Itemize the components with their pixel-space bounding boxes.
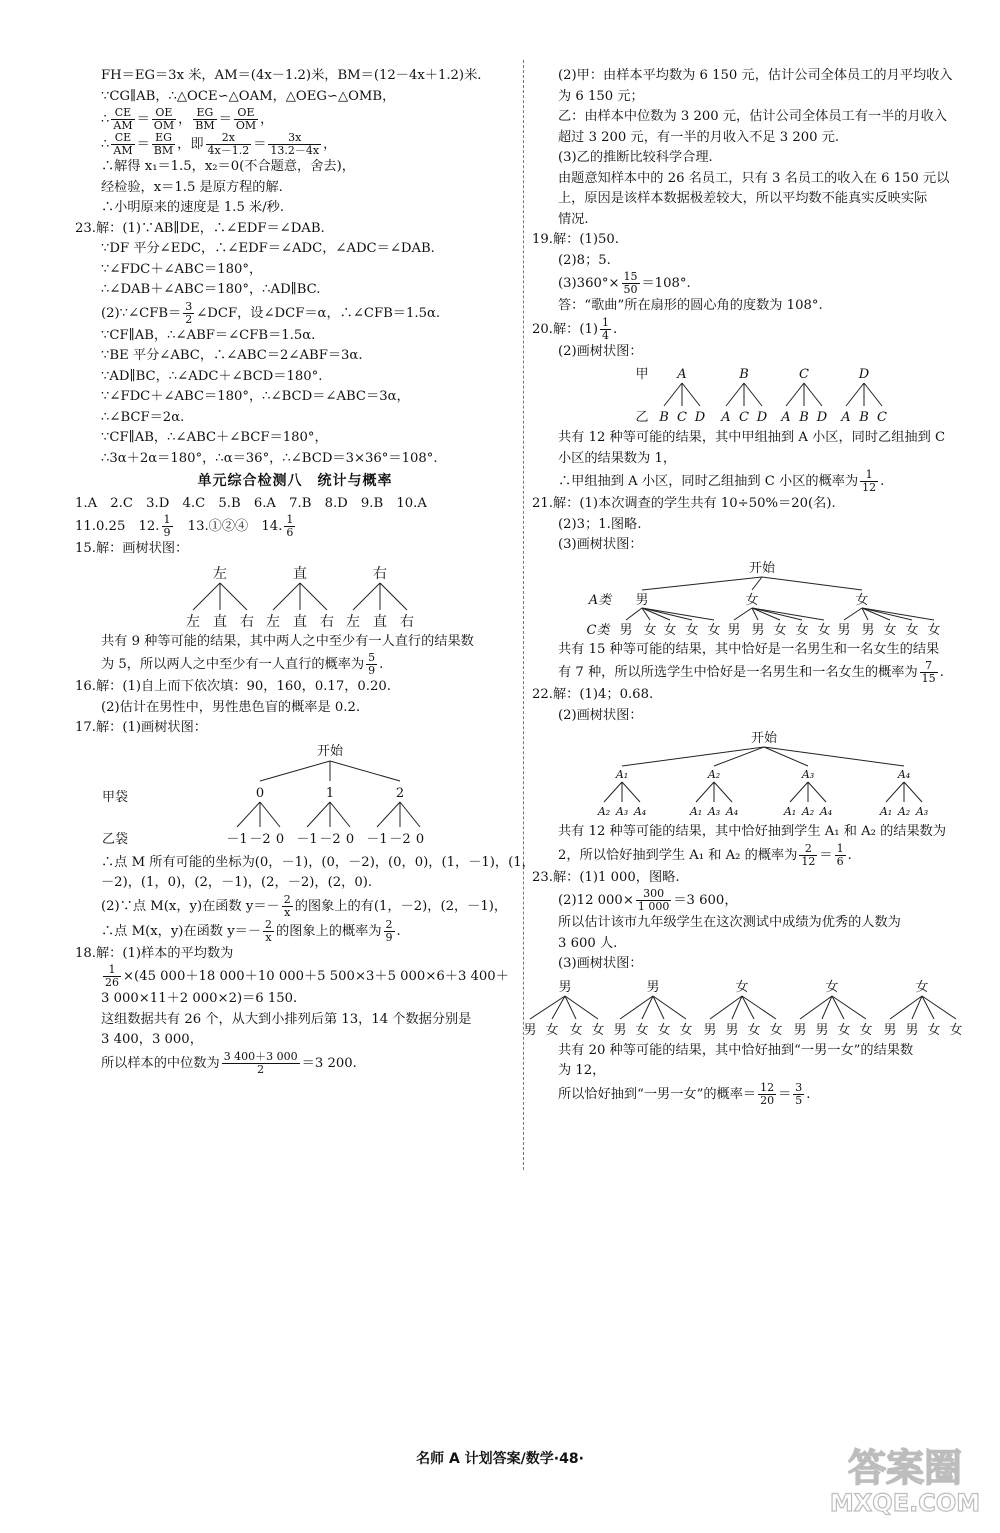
tree-node: 0	[255, 785, 265, 801]
text-line: 经检验，x＝1.5 是原方程的解.	[101, 179, 283, 195]
text-line: 20.解：(1) $\frac{1}{4}$ .	[532, 315, 618, 342]
text-line: ∵CF∥AB，∴∠ABC＋∠BCF＝180°，	[101, 430, 328, 445]
text-line: (3)画树状图：	[558, 956, 643, 971]
tree-node: 左	[213, 565, 227, 582]
fraction: $\frac{5}{9}$	[368, 651, 376, 677]
fraction: $\frac{7}{15}$	[921, 659, 936, 685]
tree-node: －2	[249, 831, 271, 847]
tree-node: A₁	[879, 805, 893, 818]
text-line: 共有 15 种等可能的结果，其中恰好是一名男生和一名女生的结果	[558, 641, 940, 657]
watermark-logo	[830, 1435, 980, 1517]
text-line: (3)360°× $\frac{15}{50}$ ＝108°.	[558, 270, 691, 296]
text-line: 3 600 人.	[558, 935, 618, 951]
fraction: $\frac{CE}{AM}$	[113, 106, 133, 132]
fraction: $\frac{1}{12}$	[862, 468, 877, 494]
tree-node: 男	[635, 592, 649, 608]
tree-node: 女	[769, 1022, 783, 1038]
tree-node: 直	[293, 613, 307, 630]
tree-node: A₃	[615, 805, 629, 818]
text-line: 共有 12 种等可能的结果，其中甲组抽到 A 小区，同时乙组抽到 C	[558, 430, 946, 445]
tree-node: 男	[861, 622, 875, 638]
fraction: $\frac{OE}{OM}$	[153, 106, 175, 132]
tree-label: 甲袋	[101, 789, 129, 805]
text-line: ∵∠FDC＋∠ABC＝180°，∴∠BCD＝∠ABC＝3α，	[101, 389, 410, 404]
tree-node: 女	[915, 979, 929, 995]
fraction: $\frac{300}{1 000}$	[637, 887, 670, 913]
text-line: 为 6 150 元；	[558, 88, 644, 104]
text-line: 17.解：(1)画树状图：	[75, 720, 207, 735]
tree-diagram-q20	[532, 364, 982, 426]
text-line: ∵CF∥AB，∴∠ABF＝∠CFB＝1.5α.	[101, 327, 316, 343]
tree-node: 男	[646, 979, 660, 995]
tree-node: 男	[837, 622, 851, 638]
tree-node: 左	[346, 613, 360, 630]
tree-node: －1	[226, 831, 248, 847]
text-line: (2)画树状图：	[558, 707, 643, 723]
text-line: 18.解：(1)样本的平均数为	[75, 945, 234, 961]
text-line: 上，原因是该样本数据极差较大，所以平均数不能真实反映实际	[558, 191, 928, 206]
tree-node: A₄	[725, 805, 739, 818]
fraction: $\frac{2}{x}$	[283, 892, 291, 919]
tree-node: D	[816, 410, 828, 425]
tree-node: A₃	[707, 805, 721, 818]
tree-node: 女	[643, 622, 657, 638]
tree-node: 男	[751, 622, 765, 638]
text-line: ∴解得 x₁＝1.5，x₂＝0(不合题意，舍去)，	[101, 159, 355, 174]
text-line: 共有 9 种等可能的结果，其中两人之中至少有一人直行的结果数	[101, 633, 474, 649]
tree-node: 开始	[750, 731, 778, 746]
tree-node: B	[659, 410, 669, 425]
answer-line: 1.A 2.C 3.D 4.C 5.B 6.A 7.B 8.D 9.B 10.A	[75, 495, 427, 511]
tree-node: D	[756, 410, 768, 425]
tree-node: －2	[389, 831, 411, 847]
tree-node: C	[739, 410, 749, 425]
text-line: 21.解：(1)本次调查的学生共有 10÷50%＝20(名).	[532, 496, 836, 511]
tree-node: 男	[725, 1022, 739, 1038]
text-line: 3 000×11＋2 000×2)＝6 150.	[101, 991, 298, 1006]
text-line: 所以恰好抽到“一男一女”的概率＝ $\frac{12}{20}$ ＝ $\frac{3}{5}$ .	[558, 1080, 811, 1107]
tree-node: 左	[266, 613, 280, 630]
text-line: ∴∠BCF＝2α.	[101, 409, 185, 425]
text-line: ∵DF 平分∠EDC，∴∠EDF＝∠ADC，∠ADC＝∠DAB.	[101, 241, 435, 256]
tree-node: 直	[293, 565, 307, 582]
tree-node: 左	[186, 613, 200, 630]
text-line: ∵∠FDC＋∠ABC＝180°，	[101, 261, 263, 277]
tree-node: A₃	[801, 768, 815, 781]
text-line: 所以样本的中位数为 $\frac{3 400+3 000}{2}$ ＝3 200.	[101, 1049, 357, 1076]
tree-node: 女	[685, 622, 699, 638]
fraction: $\frac{3x}{13.2-4x}$	[270, 131, 320, 157]
tree-node: B	[859, 410, 869, 425]
tree-node: 女	[795, 622, 809, 638]
tree-node: 0	[275, 831, 285, 847]
tree-node: B	[739, 367, 749, 382]
tree-node: 男	[523, 1022, 537, 1038]
text-line: ∵BE 平分∠ABC，∴∠ABC＝2∠ABF＝3α.	[101, 348, 363, 363]
tree-node: A₄	[633, 805, 647, 818]
tree-node: 男	[703, 1022, 717, 1038]
tree-node: A₂	[801, 805, 815, 818]
section-heading: 单元综合检测八 统计与概率	[197, 473, 393, 489]
tree-node: A₄	[819, 805, 833, 818]
tree-node: 女	[817, 622, 831, 638]
tree-node: D	[694, 410, 706, 425]
text-line: 2，所以恰好抽到学生 A₁ 和 A₂ 的概率为 $\frac{2}{12}$ ＝ $\frac{1}{6}$ .	[558, 841, 852, 868]
text-line: (2)∵∠CFB＝ $\frac{3}{2}$ ∠DCF，设∠DCF＝α，∴∠CFB＝1.5α.	[101, 299, 441, 326]
text-line: 19.解：(1)50.	[532, 232, 619, 247]
text-line: (2)12 000× $\frac{300}{1 000}$ ＝3 600，	[558, 887, 738, 913]
tree-node: A₁	[783, 805, 797, 818]
tree-node: 女	[545, 1022, 559, 1038]
text-line: ∴点 M 所有可能的坐标为(0，－1)，(0，－2)，(0，0)，(1，－1)，(1，	[101, 854, 535, 870]
text-line: ∴ $\frac{CE}{AM}$ ＝ $\frac{OE}{OM}$ ， $\frac{EG}{BM}$ ＝ $\frac{OE}{OM}$ ，	[101, 106, 274, 132]
text-line: 15.解：画树状图：	[75, 541, 189, 556]
text-line: 乙：由样本中位数为 3 200 元，估计公司全体员工有一半的月收入	[558, 109, 948, 124]
tree-diagram-q15	[75, 562, 515, 630]
tree-node: A₂	[707, 768, 721, 781]
text-line: ∴甲组抽到 A 小区，同时乙组抽到 C 小区的概率为 $\frac{1}{12}$ .	[558, 468, 885, 494]
tree-node: D	[858, 367, 870, 382]
tree-node: 0	[415, 831, 425, 847]
tree-node: 女	[927, 622, 941, 638]
tree-label: C类	[586, 622, 610, 638]
tree-diagram-q23	[520, 977, 970, 1039]
tree-node: 2	[395, 785, 405, 801]
fraction: $\frac{2}{9}$	[385, 917, 393, 944]
tree-node: 女	[745, 592, 759, 608]
fraction: $\frac{1}{4}$	[602, 315, 610, 342]
tree-diagram-q21	[532, 558, 982, 638]
tree-node: 女	[635, 1022, 649, 1038]
tree-node: 男	[793, 1022, 807, 1038]
text-line: 超过 3 200 元，有一半的月收入不足 3 200 元.	[558, 129, 840, 145]
tree-node: C	[799, 367, 809, 382]
left-column	[75, 66, 535, 1076]
tree-node: 女	[855, 592, 869, 608]
tree-node: 1	[325, 785, 335, 801]
text-line: 小区的结果数为 1，	[558, 450, 677, 466]
text-line: ∴小明原来的速度是 1.5 米/秒.	[101, 200, 285, 215]
tree-node: A	[841, 410, 851, 425]
text-line: (3)乙的推断比较科学合理.	[558, 150, 713, 165]
text-line: 有 7 种，所以所选学生中恰好是一名男生和一名女生的概率为 $\frac{7}{15}$ .	[558, 659, 944, 685]
fraction: $\frac{EG}{BM}$	[195, 106, 215, 132]
text-line: ∴ $\frac{CE}{AM}$ ＝ $\frac{EG}{BM}$ ，即 $\frac{2x}{4x-1.2}$ ＝ $\frac{3x}{13.2-4x}$ ，	[101, 131, 337, 157]
text-line: 答：“歌曲”所在扇形的圆心角的度数为 108°.	[558, 298, 823, 313]
tree-node: 女	[569, 1022, 583, 1038]
text-line: ∴∠DAB＋∠ABC＝180°，∴AD∥BC.	[101, 282, 321, 297]
tree-label: 乙袋	[101, 831, 129, 847]
text-line: $\frac{1}{26}$ ×(45 000＋18 000＋10 000＋5 500×3＋5 000×6＋3 400＋	[105, 963, 509, 989]
fraction: $\frac{2}{12}$	[801, 841, 816, 868]
fraction: $\frac{OE}{OM}$	[235, 106, 257, 132]
text-line: 23.解：(1)1 000，图略.	[532, 869, 680, 885]
text-line: (2)估计在男性中，男性患色盲的概率是 0.2.	[101, 699, 361, 715]
tree-node: A₁	[615, 768, 629, 781]
text-line: 共有 12 种等可能的结果，其中恰好抽到学生 A₁ 和 A₂ 的结果数为	[558, 824, 947, 839]
tree-node: 女	[837, 1022, 851, 1038]
tree-node: A₃	[915, 805, 929, 818]
tree-node: 开始	[316, 743, 344, 759]
text-line: (3)画树状图：	[558, 537, 643, 552]
fraction: $\frac{CE}{AM}$	[113, 131, 133, 157]
fraction: $\frac{3}{5}$	[795, 1080, 803, 1107]
tree-node: 女	[859, 1022, 873, 1038]
text-line: －2)，(1，0)，(2，－1)，(2，－2)，(2，0).	[101, 875, 373, 890]
fraction: $\frac{1}{6}$	[286, 513, 294, 539]
tree-node: －2	[319, 831, 341, 847]
tree-node: 女	[707, 622, 721, 638]
tree-node: A	[721, 410, 731, 425]
tree-label: A类	[588, 592, 612, 608]
tree-node: 女	[657, 1022, 671, 1038]
fraction: $\frac{1}{6}$	[836, 841, 844, 868]
fraction: $\frac{12}{20}$	[760, 1080, 775, 1107]
text-line: (2)甲：由样本平均数为 6 150 元，估计公司全体员工的月平均收入	[558, 68, 953, 83]
tree-diagram-q17	[75, 741, 515, 851]
watermark-url: MXQE.COM	[830, 1489, 980, 1517]
tree-node: 右	[400, 613, 414, 630]
tree-node: 女	[663, 622, 677, 638]
text-line: 23.解：(1)∵AB∥DE，∴∠EDF＝∠DAB.	[75, 220, 325, 236]
tree-node: 女	[905, 622, 919, 638]
tree-node: A	[677, 367, 687, 382]
text-line: 为 5，所以两人之中至少有一人直行的概率为 $\frac{5}{9}$ .	[101, 651, 384, 677]
tree-node: 男	[905, 1022, 919, 1038]
tree-node: 直	[373, 613, 387, 630]
fraction: $\frac{EG}{BM}$	[153, 131, 174, 157]
tree-node: A₂	[897, 805, 911, 818]
tree-node: C	[877, 410, 887, 425]
fraction: $\frac{15}{50}$	[623, 270, 638, 296]
text-line: ∵AD∥BC，∴∠ADC＋∠BCD＝180°.	[101, 368, 323, 384]
fraction: $\frac{2}{x}$	[265, 917, 273, 944]
tree-node: 女	[735, 979, 749, 995]
tree-node: 女	[747, 1022, 761, 1038]
text-line: FH＝EG＝3x 米，AM＝(4x－1.2)米，BM＝(12－4x＋1.2)米.	[101, 68, 482, 83]
text-line: ∴3α＋2α＝180°，∴α＝36°，∴∠BCD＝3×36°＝108°.	[101, 450, 438, 466]
fraction: $\frac{1}{9}$	[163, 513, 171, 539]
text-line: 16.解：(1)自上而下依次填：90，160，0.17，0.20.	[75, 679, 391, 694]
tree-node: 男	[619, 622, 633, 638]
tree-node: 女	[949, 1022, 963, 1038]
text-line: 22.解：(1)4；0.68.	[532, 687, 654, 702]
tree-node: C	[677, 410, 687, 425]
tree-node: 女	[591, 1022, 605, 1038]
tree-node: 女	[679, 1022, 693, 1038]
tree-node: 女	[883, 622, 897, 638]
text-line: 这组数据共有 26 个，从大到小排列后第 13，14 个数据分别是	[101, 1011, 472, 1027]
answer-line: 11.0.25 12. $\frac{1}{9}$ 13.①②④ 14. $\frac{1}{6}$	[75, 513, 294, 539]
tree-node: 直	[213, 613, 227, 630]
tree-node: 男	[558, 979, 572, 995]
text-line: 由题意知样本中的 26 名员工，只有 3 名员工的收入在 6 150 元以	[558, 170, 950, 186]
fraction: $\frac{3}{2}$	[185, 299, 193, 326]
fraction: $\frac{2x}{4x-1.2}$	[207, 131, 250, 157]
tree-node: A₄	[897, 768, 911, 781]
tree-node: －1	[366, 831, 388, 847]
tree-diagram-q22	[532, 728, 982, 820]
fraction: $\frac{1}{26}$	[105, 963, 119, 989]
text-line: 所以估计该市九年级学生在这次测试中成绩为优秀的人数为	[558, 915, 901, 930]
text-line: 为 12，	[558, 1063, 606, 1078]
tree-node: A₂	[597, 805, 611, 818]
text-line: (2)画树状图：	[558, 343, 643, 359]
text-line: (2)8；5.	[558, 252, 611, 268]
tree-label: 乙	[635, 410, 649, 425]
tree-node: 女	[773, 622, 787, 638]
fraction: $\frac{3 400+3 000}{2}$	[223, 1049, 298, 1076]
tree-node: 男	[883, 1022, 897, 1038]
tree-node: 右	[240, 613, 254, 630]
text-line: 3 400，3 000，	[101, 1032, 203, 1047]
text-line: (2)∵点 M(x，y)在函数 y＝－ $\frac{2}{x}$ 的图象上的有(1，－2)，(2，－1)，	[101, 892, 508, 919]
page-footer: 名师 A 计划答案/数学·48·	[416, 1451, 584, 1467]
tree-node: 男	[613, 1022, 627, 1038]
tree-node: 男	[815, 1022, 829, 1038]
tree-node: 女	[927, 1022, 941, 1038]
tree-node: B	[799, 410, 809, 425]
tree-label: 甲	[635, 367, 649, 382]
tree-node: 0	[345, 831, 355, 847]
tree-node: 开始	[748, 560, 776, 576]
tree-node: 男	[727, 622, 741, 638]
text-line: 共有 20 种等可能的结果，其中恰好抽到“一男一女”的结果数	[558, 1042, 914, 1058]
tree-node: －1	[296, 831, 318, 847]
tree-node: 女	[825, 979, 839, 995]
text-line: (2)3；1.图略.	[558, 516, 642, 532]
tree-node: 右	[373, 565, 387, 582]
tree-node: A₁	[689, 805, 703, 818]
text-line: 情况.	[558, 211, 589, 227]
watermark-text: 答案圈	[847, 1446, 963, 1490]
text-line: ∵CG∥AB，∴△OCE∽△OAM，△OEG∽△OMB，	[101, 88, 396, 104]
tree-node: A	[781, 410, 791, 425]
right-column	[523, 66, 982, 1107]
text-line: ∴点 M(x，y)在函数 y＝－ $\frac{2}{x}$ 的图象上的概率为 $\frac{2}{9}$ .	[101, 917, 401, 944]
tree-node: 右	[320, 613, 334, 630]
